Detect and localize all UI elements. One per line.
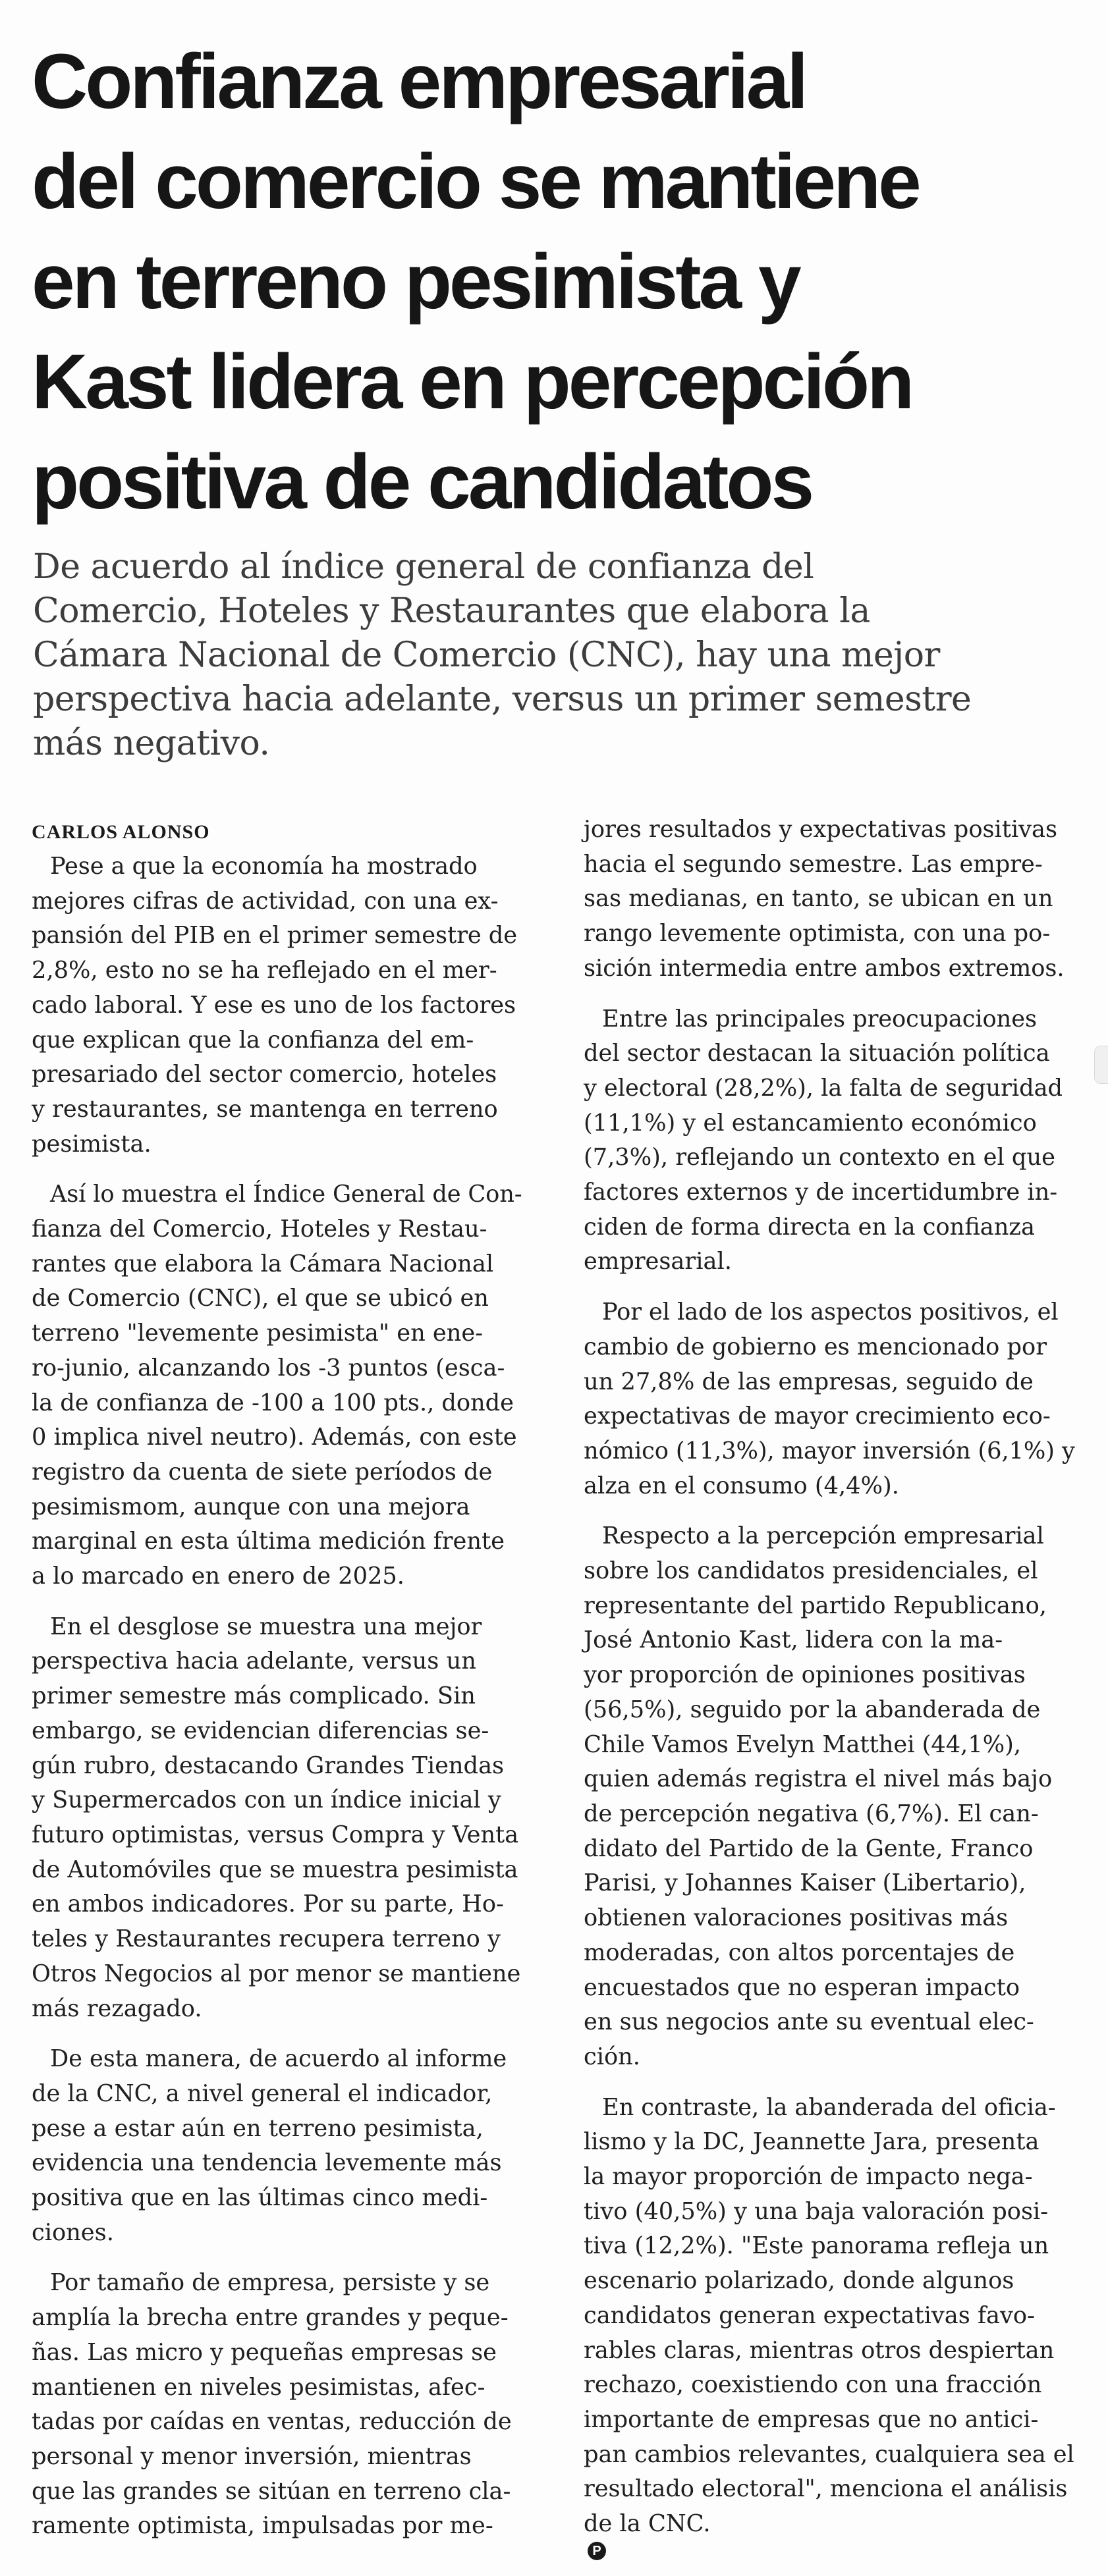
- paragraph-line: pesimismom, aunque con una mejora: [32, 1493, 470, 1520]
- paragraph-line: sas medianas, en tanto, se ubican en un: [584, 885, 1053, 913]
- deck-line: Comercio, Hoteles y Restaurantes que elabora la: [33, 591, 870, 631]
- paragraph-line: encuestados que no esperan impacto: [584, 1973, 1020, 2001]
- paragraph-line: teles y Restaurantes recupera terreno y: [32, 1925, 501, 1953]
- paragraph-line: Así lo muestra el Índice General de Con-: [50, 1181, 522, 1208]
- paragraph-line: Chile Vamos Evelyn Matthei (44,1%),: [584, 1731, 1022, 1758]
- article-paragraph: [584, 813, 1065, 986]
- paragraph-line: rables claras, mientras otros despiertan: [584, 2336, 1055, 2364]
- right-column-body: [584, 813, 1075, 2560]
- paragraph-line: rango levemente optimista, con una po-: [584, 920, 1051, 948]
- paragraph-line: Otros Negocios al por menor se mantiene: [32, 1960, 521, 1987]
- paragraph-line: sición intermedia entre ambos extremos.: [584, 954, 1065, 982]
- paragraph-line: ción.: [584, 2043, 640, 2070]
- headline-line: Kast lidera en percepción: [32, 338, 912, 425]
- paragraph-line: ciden de forma directa en la confianza: [584, 1213, 1035, 1241]
- paragraph-line: de la CNC, a nivel general el indicador,: [32, 2080, 493, 2107]
- paragraph-line: tivo (40,5%) y una baja valoración posi-: [584, 2197, 1049, 2225]
- paragraph-line: moderadas, con altos porcentajes de: [584, 1939, 1015, 1966]
- paragraph-line: presariado del sector comercio, hoteles: [32, 1061, 497, 1088]
- headline-line: en terreno pesimista y: [32, 238, 799, 325]
- paragraph-line: expectativas de mayor crecimiento eco-: [584, 1403, 1051, 1430]
- paragraph-line: De esta manera, de acuerdo al informe: [50, 2045, 507, 2073]
- paragraph-line: cado laboral. Y ese es uno de los factores: [32, 991, 516, 1019]
- paragraph-line: rechazo, coexistiendo con una fracción: [584, 2371, 1042, 2399]
- paragraph-line: empresarial.: [584, 1248, 732, 1275]
- paragraph-line: sobre los candidatos presidenciales, el: [584, 1557, 1038, 1585]
- paragraph-line: de la CNC. P: [584, 2507, 1055, 2560]
- paragraph-line: pansión del PIB en el primer semestre de: [32, 922, 518, 950]
- paragraph-line: yor proporción de opiniones positivas: [584, 1661, 1026, 1689]
- left-column-body: [32, 849, 522, 2544]
- paragraph-line: Parisi, y Johannes Kaiser (Libertario),: [584, 1869, 1026, 1897]
- deck-subtitle: [33, 545, 1067, 766]
- paragraph-line: primer semestre más complicado. Sin: [32, 1682, 476, 1710]
- paragraph-line: Respecto a la percepción empresarial: [602, 1522, 1044, 1550]
- paragraph-line: cambio de gobierno es mencionado por: [584, 1333, 1047, 1360]
- paragraph-line: ramente optimista, impulsadas por me-: [32, 2512, 493, 2540]
- paragraph-line: fianza del Comercio, Hoteles y Restau-: [32, 1216, 487, 1243]
- paragraph-line: hacia el segundo semestre. Las empre-: [584, 850, 1043, 878]
- paragraph-line: la mayor proporción de impacto nega-: [584, 2163, 1033, 2191]
- paragraph-line: pese a estar aún en terreno pesimista,: [32, 2114, 484, 2142]
- paragraph-line: un 27,8% de las empresas, seguido de: [584, 1368, 1034, 1395]
- paragraph-line: perspectiva hacia adelante, versus un: [32, 1648, 476, 1675]
- paragraph-line: (11,1%) y el estancamiento económico: [584, 1109, 1037, 1137]
- paragraph-line: lismo y la DC, Jeannette Jara, presenta: [584, 2128, 1039, 2156]
- paragraph-line: ro-junio, alcanzando los -3 puntos (esca-: [32, 1354, 505, 1382]
- paragraph-line: de Comercio (CNC), el que se ubicó en: [32, 1285, 489, 1312]
- paragraph-line: resultado electoral", menciona el análisis: [584, 2475, 1068, 2503]
- paragraph-line: gún rubro, destacando Grandes Tiendas: [32, 1752, 505, 1779]
- paragraph-line: de percepción negativa (6,7%). El can-: [584, 1800, 1039, 1827]
- paragraph-line: tiva (12,2%). "Este panorama refleja un: [584, 2232, 1049, 2260]
- paragraph-line: candidatos generan expectativas favo-: [584, 2301, 1035, 2329]
- article-paragraph: [32, 1610, 521, 2026]
- paragraph-line: de Automóviles que se muestra pesimista: [32, 1856, 518, 1883]
- paragraph-line: evidencia una tendencia levemente más: [32, 2149, 502, 2177]
- paragraph-line: embargo, se evidencian diferencias se-: [32, 1717, 489, 1744]
- paragraph-line: tadas por caídas en ventas, reducción de: [32, 2408, 512, 2436]
- article-paragraph: [584, 1519, 1055, 2074]
- paragraph-line: mejores cifras de actividad, con una ex-: [32, 887, 499, 915]
- paragraph-line: pesimista.: [32, 1130, 152, 1158]
- paragraph-line: futuro optimistas, versus Compra y Venta: [32, 1821, 519, 1848]
- article-paragraph: [32, 849, 518, 1162]
- paragraph-line: escenario polarizado, donde algunos: [584, 2267, 1014, 2295]
- paragraph-line: positiva que en las últimas cinco medi-: [32, 2184, 488, 2212]
- paragraph-line: alza en el consumo (4,4%).: [584, 1472, 899, 1499]
- publication-end-mark-icon: P: [588, 2542, 606, 2560]
- paragraph-line: representante del partido Republicano,: [584, 1592, 1047, 1619]
- paragraph-line: que explican que la confianza del em-: [32, 1026, 474, 1054]
- article-paragraph: [584, 1002, 1063, 1280]
- headline: [32, 32, 1059, 532]
- paragraph-line: personal y menor inversión, mientras: [32, 2442, 472, 2470]
- paragraph-line: Por el lado de los aspectos positivos, el: [602, 1299, 1059, 1326]
- deck-line: Cámara Nacional de Comercio (CNC), hay una mejor: [33, 635, 940, 675]
- paragraph-line: pan cambios relevantes, cualquiera sea el: [584, 2440, 1074, 2468]
- paragraph-line: En contraste, la abanderada del oficia-: [602, 2093, 1056, 2121]
- paragraph-line: y electoral (28,2%), la falta de seguridad: [584, 1074, 1063, 1102]
- article-paragraph: [32, 2266, 512, 2544]
- paragraph-line: más rezagado.: [32, 1995, 202, 2022]
- paragraph-line: 0 implica nivel neutro). Además, con este: [32, 1424, 517, 1451]
- paragraph-line: a lo marcado en enero de 2025.: [32, 1563, 404, 1590]
- paragraph-line: amplía la brecha entre grandes y peque-: [32, 2304, 509, 2332]
- headline-line: del comercio se mantiene: [32, 138, 919, 225]
- paragraph-line: nómico (11,3%), mayor inversión (6,1%) y: [584, 1437, 1075, 1464]
- paragraph-line: registro da cuenta de siete períodos de: [32, 1458, 493, 1486]
- article-paragraph: [32, 1177, 522, 1594]
- paragraph-line: en ambos indicadores. Por su parte, Ho-: [32, 1891, 504, 1918]
- paragraph-line: terreno "levemente pesimista" en ene-: [32, 1320, 484, 1347]
- paragraph-line: Por tamaño de empresa, persiste y se: [50, 2269, 490, 2297]
- paragraph-line: la de confianza de -100 a 100 pts., donde: [32, 1389, 514, 1416]
- paragraph-line: y Supermercados con un índice inicial y: [32, 1786, 501, 1814]
- paragraph-line: didato del Partido de la Gente, Franco: [584, 1835, 1034, 1862]
- paragraph-line: que las grandes se sitúan en terreno cla-: [32, 2477, 511, 2505]
- byline: CARLOS ALONSO: [32, 821, 210, 843]
- paragraph-line: marginal en esta última medición frente: [32, 1528, 505, 1555]
- paragraph-line: ciones.: [32, 2218, 114, 2246]
- paragraph-line: José Antonio Kast, lidera con la ma-: [584, 1626, 1003, 1654]
- paragraph-line: (7,3%), reflejando un contexto en el que: [584, 1144, 1055, 1171]
- article-column-left: [32, 815, 522, 2560]
- deck-line: De acuerdo al índice general de confianza del: [33, 547, 814, 587]
- paragraph-line: mantienen en niveles pesimistas, afec-: [32, 2373, 485, 2401]
- paragraph-line: En el desglose se muestra una mejor: [50, 1613, 482, 1640]
- paragraph-line: Entre las principales preocupaciones: [602, 1005, 1037, 1033]
- paragraph-line: en sus negocios ante su eventual elec-: [584, 2008, 1034, 2036]
- deck-line: más negativo.: [33, 724, 270, 763]
- paragraph-line: jores resultados y expectativas positivas: [584, 816, 1058, 843]
- article-paragraph: [584, 2091, 1074, 2560]
- article-paragraph: [32, 2042, 506, 2250]
- paragraph-line: (56,5%), seguido por la abanderada de: [584, 1696, 1041, 1723]
- article-paragraph: [584, 1295, 1075, 1503]
- paragraph-line: Pese a que la economía ha mostrado: [50, 853, 478, 880]
- headline-line: positiva de candidatos: [32, 439, 812, 525]
- headline-line: Confianza empresarial: [32, 38, 806, 125]
- paragraph-line: del sector destacan la situación política: [584, 1040, 1050, 1067]
- paragraph-line: rantes que elabora la Cámara Nacional: [32, 1250, 494, 1277]
- paragraph-line: 2,8%, esto no se ha reflejado en el mer-: [32, 957, 497, 984]
- paragraph-line: factores externos y de incertidumbre in-: [584, 1179, 1058, 1206]
- paragraph-line: ñas. Las micro y pequeñas empresas se: [32, 2338, 497, 2366]
- paragraph-line: y restaurantes, se mantenga en terreno: [32, 1095, 498, 1123]
- paragraph-line: importante de empresas que no antici-: [584, 2405, 1039, 2433]
- paragraph-line: obtienen valoraciones positivas más: [584, 1904, 1009, 1932]
- article-column-right: [584, 813, 1075, 2576]
- paragraph-line: quien además registra el nivel más bajo: [584, 1765, 1053, 1793]
- page-edge-tab[interactable]: [1094, 1046, 1108, 1084]
- deck-line: perspectiva hacia adelante, versus un primer semestre: [33, 680, 972, 719]
